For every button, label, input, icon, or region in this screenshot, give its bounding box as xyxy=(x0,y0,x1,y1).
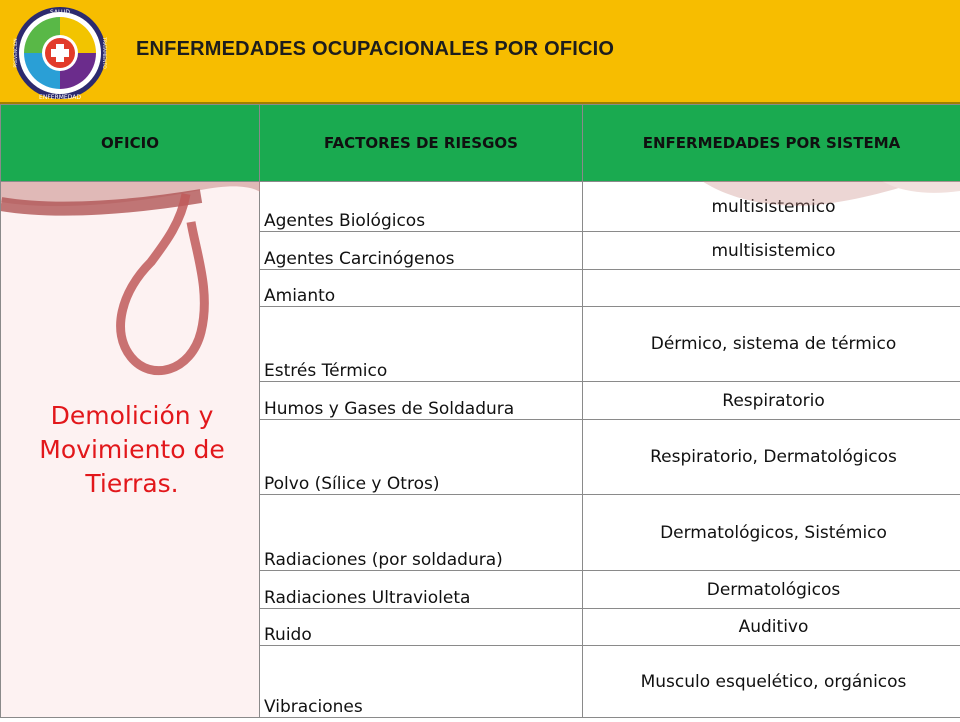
oficio-line-1: Demolición y xyxy=(5,399,259,433)
slide-title: ENFERMEDADES OCUPACIONALES POR OFICIO xyxy=(136,38,614,61)
factor-cell: Amianto xyxy=(260,270,583,307)
enfermedad-cell: Musculo esquelético, orgánicos xyxy=(583,646,960,718)
enfermedad-cell: multisistemico xyxy=(583,182,960,232)
health-cycle-logo-icon xyxy=(6,4,114,102)
svg-text:ENFERMEDAD: ENFERMEDAD xyxy=(39,94,81,101)
oficio-cell xyxy=(1,182,260,718)
enfermedad-cell: Dérmico, sistema de térmico xyxy=(583,307,960,382)
header-enfermedades: ENFERMEDADES POR SISTEMA xyxy=(583,105,960,182)
factor-cell: Estrés Térmico xyxy=(260,307,583,382)
oficio-line-3: Tierras. xyxy=(5,467,259,501)
table-header-row xyxy=(1,105,960,182)
factor-cell: Radiaciones Ultravioleta xyxy=(260,571,583,609)
factor-cell: Ruido xyxy=(260,609,583,646)
svg-text:SALUD: SALUD xyxy=(50,9,70,16)
enfermedad-cell: multisistemico xyxy=(583,232,960,270)
enfermedad-cell: Respiratorio xyxy=(583,382,960,420)
factor-cell: Vibraciones xyxy=(260,646,583,718)
svg-text:TRATAMIENTO: TRATAMIENTO xyxy=(101,36,107,69)
enfermedad-cell xyxy=(583,270,960,307)
enfermedad-cell: Dermatológicos, Sistémico xyxy=(583,495,960,571)
table-row xyxy=(1,182,960,232)
header-factores: FACTORES DE RIESGOS xyxy=(260,105,583,182)
svg-text:PREVENCION: PREVENCION xyxy=(13,38,19,67)
occupational-diseases-table xyxy=(0,104,960,718)
factor-cell: Agentes Biológicos xyxy=(260,182,583,232)
factor-cell: Humos y Gases de Soldadura xyxy=(260,382,583,420)
slide-header xyxy=(0,0,960,104)
factor-cell: Polvo (Sílice y Otros) xyxy=(260,420,583,495)
factor-cell: Radiaciones (por soldadura) xyxy=(260,495,583,571)
factor-cell: Agentes Carcinógenos xyxy=(260,232,583,270)
header-oficio: OFICIO xyxy=(1,105,260,182)
oficio-line-2: Movimiento de xyxy=(5,433,259,467)
enfermedad-cell: Respiratorio, Dermatológicos xyxy=(583,420,960,495)
enfermedad-cell: Dermatológicos xyxy=(583,571,960,609)
enfermedad-cell: Auditivo xyxy=(583,609,960,646)
